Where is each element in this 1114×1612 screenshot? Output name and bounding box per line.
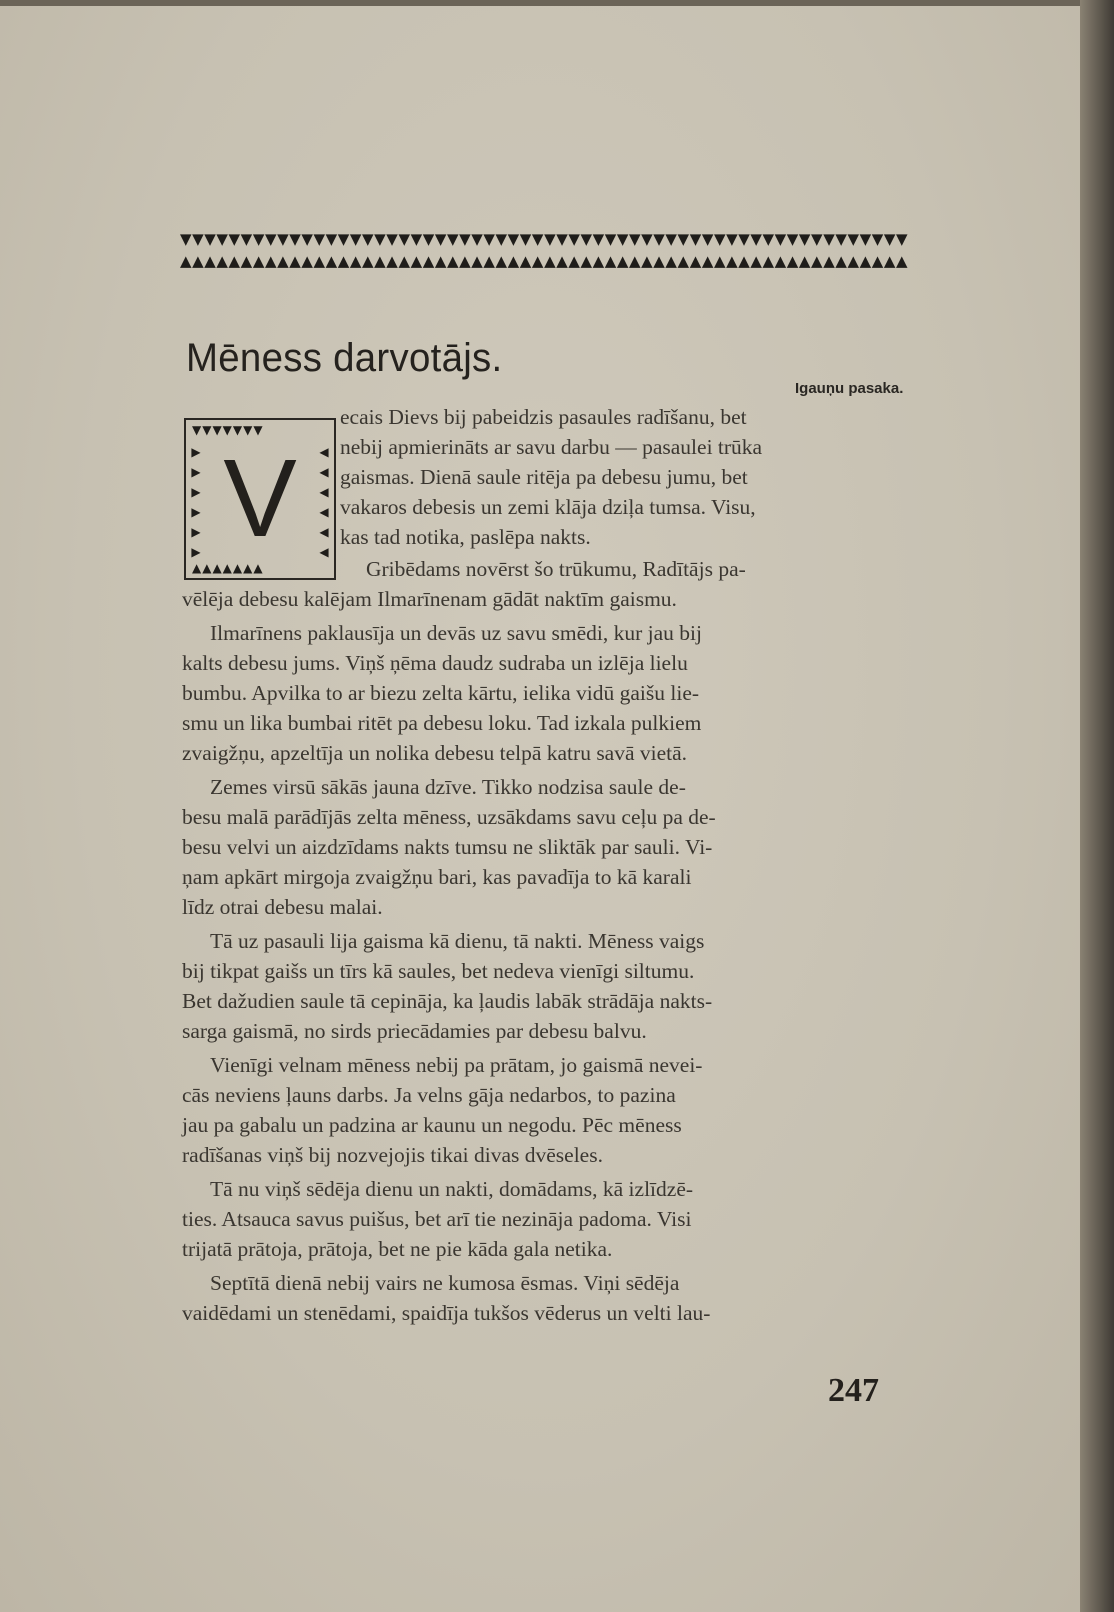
text-line: ņam apkārt mirgoja zvaigžņu bari, kas pavadīja to kā karali (182, 865, 692, 889)
ornament-band-bottom: ▲▲▲▲▲▲▲▲▲▲▲▲▲▲▲▲▲▲▲▲▲▲▲▲▲▲▲▲▲▲▲▲▲▲▲▲▲▲▲▲▲▲▲▲▲▲▲▲▲▲▲▲▲▲▲▲▲▲▲▲ (180, 254, 909, 268)
decorative-initial (184, 418, 336, 580)
text-line: Tā uz pasauli lija gaisma kā dienu, tā nakti. Mēness vaigs (210, 929, 705, 953)
text-line: vakaros debesis un zemi klāja dziļa tumsa. Visu, (340, 495, 756, 519)
text-line: līdz otrai debesu malai. (182, 895, 383, 919)
text-line: Gribēdams novērst šo trūkumu, Radītājs pa- (366, 557, 746, 581)
ornament-band-top: ▼▼▼▼▼▼▼▼▼▼▼▼▼▼▼▼▼▼▼▼▼▼▼▼▼▼▼▼▼▼▼▼▼▼▼▼▼▼▼▼▼▼▼▼▼▼▼▼▼▼▼▼▼▼▼▼▼▼▼▼ (180, 232, 909, 246)
text-line: jau pa gabalu un padzina ar kaunu un negodu. Pēc mēness (182, 1113, 682, 1137)
text-line: kalts debesu jums. Viņš ņēma daudz sudraba un izlēja lielu (182, 651, 688, 675)
text-line: bumbu. Apvilka to ar biezu zelta kārtu, ielika vidū gaišu lie- (182, 681, 700, 705)
text-line: cās neviens ļauns darbs. Ja velns gāja nedarbos, to pazina (182, 1083, 676, 1107)
story-title: Mēness darvotājs. (186, 336, 503, 380)
page-edge (1080, 0, 1114, 1612)
text-line: Tā nu viņš sēdēja dienu un nakti, domādams, kā izlīdzē- (210, 1177, 694, 1201)
text-line: ties. Atsauca savus puišus, bet arī tie nezināja padoma. Visi (182, 1207, 692, 1231)
initial-frame-bottom: ▲▲▲▲▲▲▲ (192, 562, 264, 574)
text-line: nebij apmierināts ar savu darbu — pasaulei trūka (340, 435, 763, 459)
text-line: bij tikpat gaišs un tīrs kā saules, bet nedeva vienīgi siltumu. (182, 959, 695, 983)
text-line: sarga gaismā, no sirds priecādamies par debesu balvu. (182, 1019, 647, 1043)
text-line: zvaigžņu, apzeltīja un nolika debesu telpā katru savā vietā. (182, 741, 688, 765)
text-line: kas tad notika, paslēpa nakts. (340, 525, 591, 549)
text-line: ecais Dievs bij pabeidzis pasaules radīšanu, bet (340, 405, 747, 429)
text-line: besu velvi un aizdzīdams nakts tumsu ne sliktāk par sauli. Vi- (182, 835, 713, 859)
text-line: vaidēdami un stenēdami, spaidīja tukšos vēderus un velti lau- (182, 1301, 711, 1325)
text-line: gaismas. Dienā saule ritēja pa debesu jumu, bet (340, 465, 748, 489)
text-line: Ilmarīnens paklausīja un devās uz savu smēdi, kur jau bij (210, 621, 702, 645)
initial-frame-left: ▶ ▶ ▶ ▶ ▶ ▶ (191, 445, 201, 559)
story-subtitle: Igauņu pasaka. (795, 380, 904, 397)
text-line: vēlēja debesu kalējam Ilmarīnenam gādāt naktīm gaismu. (182, 587, 677, 611)
book-page (0, 6, 1080, 1612)
text-line: radīšanas viņš bij nozvejojis tikai divas dvēseles. (182, 1143, 603, 1167)
text-line: Septītā dienā nebij vairs ne kumosa ēsmas. Viņi sēdēja (210, 1271, 680, 1295)
text-line: Vienīgi velnam mēness nebij pa prātam, jo gaismā nevei- (210, 1053, 703, 1077)
text-line: trijatā prātoja, prātoja, bet ne pie kāda gala netika. (182, 1237, 613, 1261)
text-line: smu un lika bumbai ritēt pa debesu loku. Tad izkala pulkiem (182, 711, 702, 735)
initial-frame-right: ◀ ◀ ◀ ◀ ◀ ◀ (319, 445, 329, 559)
text-line: Zemes virsū sākās jauna dzīve. Tikko nodzisa saule de- (210, 775, 686, 799)
page-number: 247 (828, 1372, 879, 1409)
initial-letter: V (223, 437, 297, 560)
text-line: besu malā parādījās zelta mēness, uzsākdams savu ceļu pa de- (182, 805, 716, 829)
text-line: Bet dažudien saule tā cepināja, ka ļaudis labāk strādāja nakts- (182, 989, 713, 1013)
initial-frame-top: ▼▼▼▼▼▼▼ (192, 424, 264, 436)
